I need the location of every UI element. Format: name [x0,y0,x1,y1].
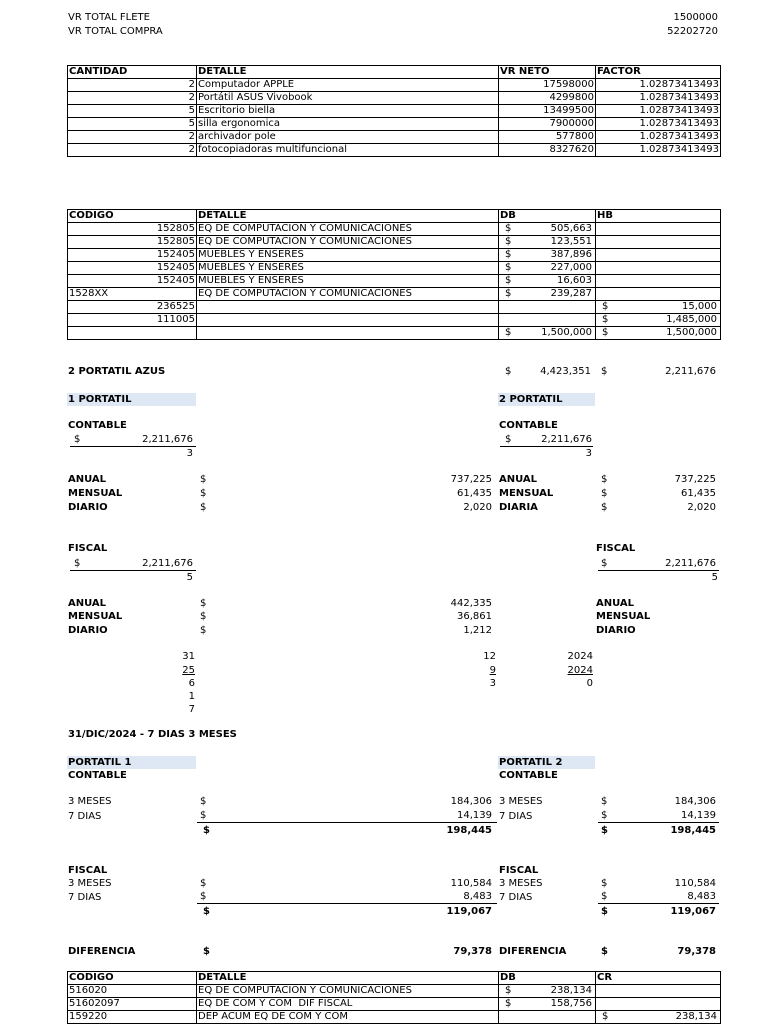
date-calc-year: 2024 [567,665,593,676]
cell-cr [596,985,721,998]
currency-symbol: $ [602,314,609,325]
cell-vr-neto: 7900000 [499,118,596,131]
contable-label: CONTABLE [499,770,558,781]
table-row [68,92,721,105]
useful-life-years: 5 [186,572,193,583]
contable-cost [500,434,593,447]
amount: 16,603 [557,275,592,286]
cell-factor: 1.02873413493 [596,105,721,118]
header-factor: FACTOR [596,66,721,79]
fiscal-label: FISCAL [68,865,108,876]
header-cantidad: CANTIDAD [68,66,197,79]
cell-cantidad: 2 [68,79,197,92]
contable-label: CONTABLE [68,770,127,781]
diario-label: DIARIO [596,625,636,636]
cell-detalle: EQ DE COMPUTACION Y COMUNICACIONES [197,288,499,301]
cell-detalle: fotocopiadoras multifuncional [197,144,499,157]
date-calc-year: 2024 [567,651,593,662]
mensual-value: 61,435 [681,488,716,499]
cell-db [499,223,596,236]
amount: 1,485,000 [666,314,717,325]
months-value: 110,584 [450,878,492,889]
entry-table [67,209,721,340]
table-totals-row [68,327,721,340]
cell-vr-neto: 577800 [499,131,596,144]
amount: 123,551 [550,236,592,247]
currency-symbol: $ [601,502,608,513]
cell-detalle: MUEBLES Y ENSERES [197,262,499,275]
header-detalle: DETALLE [197,972,499,985]
total-compra-label: VR TOTAL COMPRA [68,26,163,37]
two-laptops-label: 2 PORTATIL AZUS [68,366,166,377]
table-row [68,288,721,301]
currency-symbol: $ [200,878,207,889]
diario-value: 2,020 [687,502,716,513]
currency-symbol: $ [505,275,512,286]
currency-symbol: $ [601,906,608,917]
anual-value: 737,225 [450,474,492,485]
currency-symbol: $ [601,488,608,499]
days-amount [197,810,497,823]
amount: 238,134 [675,1011,717,1022]
mensual-label: MENSUAL [68,488,123,499]
cell-codigo: 152405 [68,275,197,288]
cell-detalle: Portátil ASUS Vivobook [197,92,499,105]
cell-detalle: archivador pole [197,131,499,144]
anual-label: ANUAL [68,598,107,609]
fiscal-label: FISCAL [596,543,636,554]
fiscal-cost [598,558,719,571]
amount: 1,500,000 [541,327,592,338]
diferencia-label: DIFERENCIA [68,946,136,957]
header-cr: CR [596,972,721,985]
currency-symbol: $ [200,611,207,622]
fiscal-total: 119,067 [670,906,716,917]
cell-db [499,301,596,314]
days-label: 7 DIAS [68,892,102,903]
months-value: 184,306 [674,796,716,807]
months-label: 3 MESES [499,796,543,807]
cell-db [499,998,596,1011]
cell-codigo [68,327,197,340]
cell-detalle [197,301,499,314]
contable-total: 198,445 [446,825,492,836]
amount: 238,134 [550,985,592,996]
currency-symbol: $ [200,502,207,513]
cell-cr [596,1011,721,1024]
cost-value: 2,211,676 [142,434,193,445]
diferencia-value: 79,378 [453,946,492,957]
cell-factor: 1.02873413493 [596,92,721,105]
months-value: 110,584 [674,878,716,889]
cell-detalle: Computador APPLE [197,79,499,92]
purchases-table [67,65,721,157]
days-value: 8,483 [687,891,716,902]
table-row [68,79,721,92]
fiscal-label: FISCAL [68,543,108,554]
contable-label: CONTABLE [68,420,127,431]
table-header-row [68,210,721,223]
cell-hb [596,301,721,314]
mensual-value: 61,435 [457,488,492,499]
useful-life-years: 3 [585,448,592,459]
diferencia-label: DIFERENCIA [499,946,567,957]
days-amount [197,891,497,904]
cell-db [499,262,596,275]
days-value: 8,483 [463,891,492,902]
cell-detalle: Escritorio biella [197,105,499,118]
table-row [68,275,721,288]
cell-codigo: 152405 [68,249,197,262]
diario-label: DIARIO [68,502,108,513]
anual-value: 442,335 [450,598,492,609]
cell-detalle: EQ DE COM Y COM DIF FISCAL [197,998,499,1011]
adjustment-table [67,971,721,1024]
cell-detalle: MUEBLES Y ENSERES [197,249,499,262]
date-calc-month: 3 [489,678,496,689]
cell-hb [596,249,721,262]
cell-db [499,249,596,262]
date-calc-day: 7 [188,704,195,715]
cell-cantidad: 5 [68,105,197,118]
unit-cost: 2,211,676 [665,366,716,377]
currency-symbol: $ [601,825,608,836]
section-title-laptop-1: PORTATIL 1 [67,756,196,769]
currency-symbol: $ [505,985,512,996]
cell-hb [596,288,721,301]
total-flete-value: 1500000 [673,12,718,23]
header-hb: HB [596,210,721,223]
anual-label: ANUAL [499,474,538,485]
currency-symbol: $ [505,366,512,377]
cell-db [499,275,596,288]
money-value [500,998,594,1010]
date-calc-month: 12 [483,651,496,662]
contable-total: 198,445 [670,825,716,836]
cell-codigo: 152405 [68,262,197,275]
currency-symbol: $ [601,810,608,821]
header-detalle: DETALLE [197,66,499,79]
table-row [68,985,721,998]
cell-cantidad: 2 [68,92,197,105]
currency-symbol: $ [505,236,512,247]
header-detalle: DETALLE [197,210,499,223]
cost-value: 2,211,676 [665,558,716,569]
currency-symbol: $ [601,366,608,377]
currency-symbol: $ [74,558,81,569]
table-row [68,314,721,327]
months-label: 3 MESES [68,796,112,807]
table-row [68,998,721,1011]
money-value [500,223,594,235]
currency-symbol: $ [200,796,207,807]
date-calc-day: 31 [182,651,195,662]
months-value: 184,306 [450,796,492,807]
currency-symbol: $ [200,598,207,609]
mensual-label: MENSUAL [68,611,123,622]
diferencia-value: 79,378 [677,946,716,957]
table-row [68,262,721,275]
currency-symbol: $ [505,288,512,299]
currency-symbol: $ [602,327,609,338]
currency-symbol: $ [203,825,210,836]
header-db: DB [499,972,596,985]
section-title-laptop-1: 1 PORTATIL [67,393,196,406]
cell-codigo: 159220 [68,1011,197,1024]
cell-cantidad: 2 [68,131,197,144]
currency-symbol: $ [505,262,512,273]
money-value [500,327,594,339]
money-value [500,275,594,287]
cell-cr [596,998,721,1011]
money-value [597,314,719,326]
currency-symbol: $ [505,998,512,1009]
date-calc-year: 0 [586,678,593,689]
amount: 158,756 [550,998,592,1009]
fiscal-label: FISCAL [499,865,539,876]
cell-codigo: 236525 [68,301,197,314]
table-row [68,131,721,144]
amount: 505,663 [550,223,592,234]
diario-value: 1,212 [463,625,492,636]
cell-hb-total [596,327,721,340]
cell-hb [596,223,721,236]
table-row [68,105,721,118]
cell-vr-neto: 17598000 [499,79,596,92]
cell-hb [596,262,721,275]
mensual-value: 36,861 [457,611,492,622]
fiscal-cost [70,558,196,571]
cell-hb [596,314,721,327]
cell-factor: 1.02873413493 [596,131,721,144]
cell-vr-neto: 4299800 [499,92,596,105]
currency-symbol: $ [601,558,608,569]
money-value [500,236,594,248]
days-value: 14,139 [457,810,492,821]
cell-detalle [197,314,499,327]
cost-value: 2,211,676 [142,558,193,569]
cell-detalle: silla ergonomica [197,118,499,131]
cell-vr-neto: 8327620 [499,144,596,157]
currency-symbol: $ [203,906,210,917]
cell-db-total [499,327,596,340]
date-calc-day: 25 [182,665,195,676]
useful-life-years: 5 [711,572,718,583]
cell-codigo: 111005 [68,314,197,327]
currency-symbol: $ [602,1011,609,1022]
cell-detalle: MUEBLES Y ENSERES [197,275,499,288]
money-value [500,288,594,300]
amount: 1,500,000 [666,327,717,338]
cost-value: 2,211,676 [541,434,592,445]
period-title: 31/DIC/2024 - 7 DIAS 3 MESES [68,729,237,740]
currency-symbol: $ [200,474,207,485]
table-row [68,301,721,314]
table-row [68,236,721,249]
date-calc-day: 6 [188,678,195,689]
days-label: 7 DIAS [499,892,533,903]
contable-label: CONTABLE [499,420,558,431]
two-laptops-total: 4,423,351 [540,366,591,377]
total-compra-value: 52202720 [667,26,718,37]
cell-hb [596,275,721,288]
months-label: 3 MESES [68,878,112,889]
currency-symbol: $ [505,327,512,338]
date-calc-month: 9 [489,665,496,676]
days-label: 7 DIAS [68,811,102,822]
cell-detalle: EQ DE COMPUTACION Y COMUNICACIONES [197,985,499,998]
cell-codigo: 51602097 [68,998,197,1011]
currency-symbol: $ [601,878,608,889]
days-amount [598,810,719,823]
header-db: DB [499,210,596,223]
date-calc-day: 1 [188,691,195,702]
money-value [500,262,594,274]
table-header-row [68,66,721,79]
cell-codigo: 1528XX [68,288,197,301]
currency-symbol: $ [200,810,207,821]
table-row [68,249,721,262]
fiscal-total: 119,067 [446,906,492,917]
amount: 239,287 [550,288,592,299]
cell-codigo: 516020 [68,985,197,998]
anual-value: 737,225 [674,474,716,485]
table-row [68,118,721,131]
currency-symbol: $ [203,946,210,957]
cell-factor: 1.02873413493 [596,79,721,92]
currency-symbol: $ [602,301,609,312]
section-title-laptop-2: 2 PORTATIL [498,393,595,406]
cell-detalle: DEP ACUM EQ DE COM Y COM [197,1011,499,1024]
cell-vr-neto: 13499500 [499,105,596,118]
days-amount [598,891,719,904]
cell-db [499,1011,596,1024]
cell-db [499,314,596,327]
money-value [500,249,594,261]
cell-codigo: 152805 [68,236,197,249]
days-label: 7 DIAS [499,811,533,822]
currency-symbol: $ [200,488,207,499]
anual-label: ANUAL [596,598,635,609]
amount: 15,000 [682,301,717,312]
cell-detalle: EQ DE COMPUTACION Y COMUNICACIONES [197,223,499,236]
header-codigo: CODIGO [68,210,197,223]
currency-symbol: $ [505,223,512,234]
months-label: 3 MESES [499,878,543,889]
cell-db [499,985,596,998]
total-flete-label: VR TOTAL FLETE [68,12,150,23]
table-row [68,144,721,157]
cell-hb [596,236,721,249]
money-value [597,1011,719,1023]
header-codigo: CODIGO [68,972,197,985]
section-title-laptop-2: PORTATIL 2 [498,756,595,769]
money-value [500,985,594,997]
diario-label: DIARIA [499,502,538,513]
cell-cantidad: 5 [68,118,197,131]
table-row [68,223,721,236]
cell-codigo: 152805 [68,223,197,236]
cell-factor: 1.02873413493 [596,144,721,157]
cell-factor: 1.02873413493 [596,118,721,131]
cell-db [499,288,596,301]
table-header-row [68,972,721,985]
currency-symbol: $ [74,434,81,445]
header-vr-neto: VR NETO [499,66,596,79]
currency-symbol: $ [601,946,608,957]
diario-label: DIARIO [68,625,108,636]
cell-detalle: EQ DE COMPUTACION Y COMUNICACIONES [197,236,499,249]
money-value [597,301,719,313]
currency-symbol: $ [601,796,608,807]
currency-symbol: $ [601,474,608,485]
mensual-label: MENSUAL [499,488,554,499]
anual-label: ANUAL [68,474,107,485]
mensual-label: MENSUAL [596,611,651,622]
currency-symbol: $ [200,891,207,902]
table-row [68,1011,721,1024]
currency-symbol: $ [505,249,512,260]
amount: 387,896 [550,249,592,260]
currency-symbol: $ [601,891,608,902]
contable-cost [70,434,196,447]
diario-value: 2,020 [463,502,492,513]
days-value: 14,139 [681,810,716,821]
currency-symbol: $ [505,434,512,445]
currency-symbol: $ [200,625,207,636]
amount: 227,000 [550,262,592,273]
cell-db [499,236,596,249]
cell-detalle [197,327,499,340]
useful-life-years: 3 [186,448,193,459]
cell-cantidad: 2 [68,144,197,157]
money-value [597,327,719,339]
